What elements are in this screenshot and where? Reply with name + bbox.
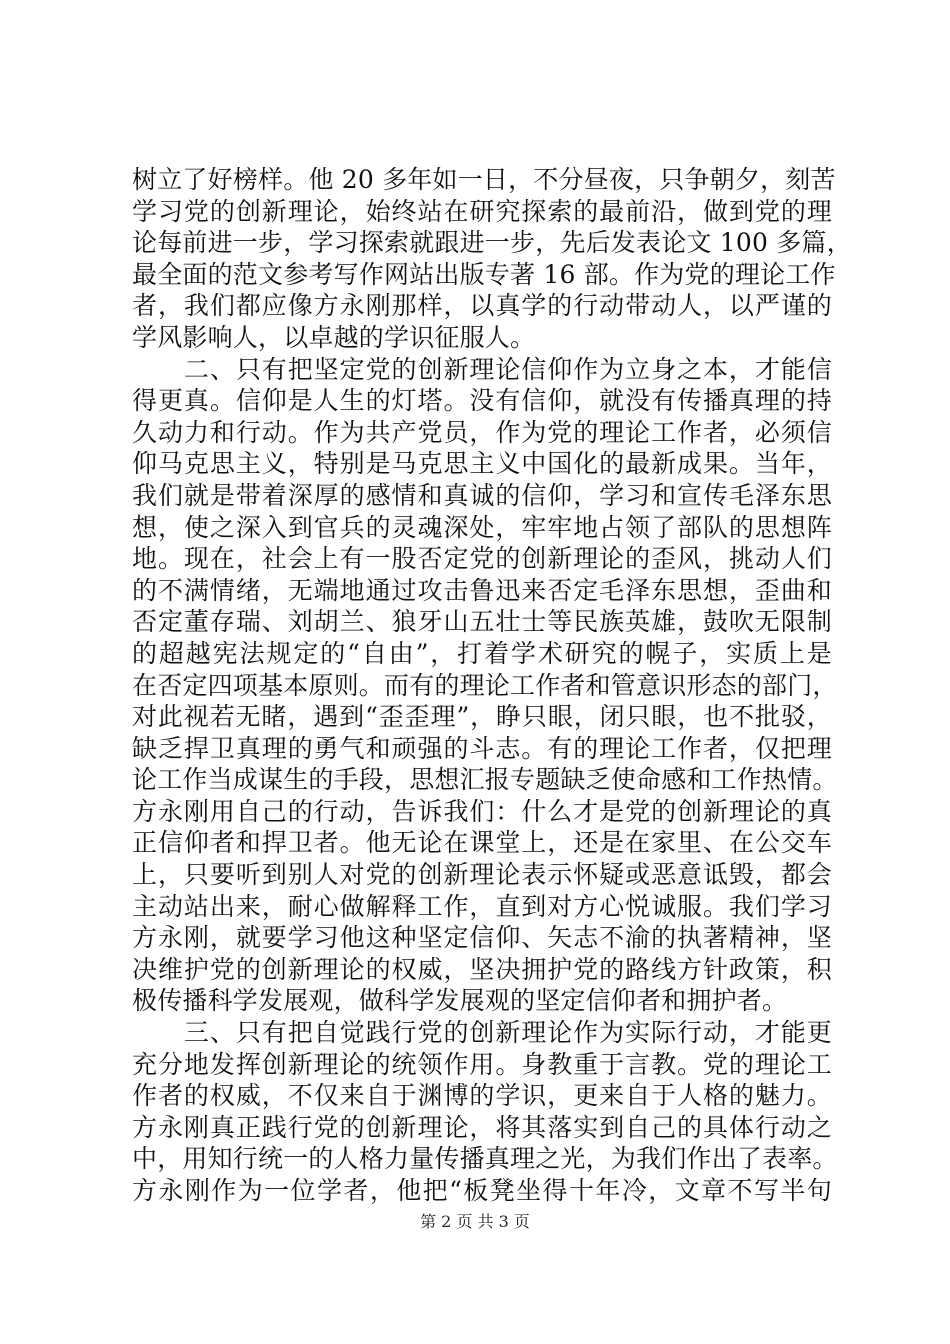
text-line: 极传播科学发展观，做科学发展观的坚定信仰者和拥护者。 [132,986,788,1016]
text-line: 地。现在，社会上有一股否定党的创新理论的歪风，挑动人们 [132,544,832,574]
text-line: 想，使之深入到官兵的灵魂深处，牢牢地占领了部队的思想阵 [132,512,832,542]
text-line: 正信仰者和捍卫者。他无论在课堂上，还是在家里、在公交车 [132,828,832,858]
text-line: 中，用知行统一的人格力量传播真理之光，为我们作出了表率。 [132,1144,838,1174]
text-line: 学习党的创新理论，始终站在研究探索的最前沿，做到党的理 [132,196,832,226]
text-line: 论工作当成谋生的手段，思想汇报专题缺乏使命感和工作热情。 [132,765,838,795]
text-line: 充分地发挥创新理论的统领作用。身教重于言教。党的理论工 [132,1049,832,1079]
text-line: 方永刚用自己的行动，告诉我们：什么才是党的创新理论的真 [132,796,832,826]
text-line: 的超越宪法规定的“自由”，打着学术研究的幌子，实质上是 [132,638,832,668]
text-line: 主动站出来，耐心做解释工作，直到对方心悦诚服。我们学习 [132,891,832,921]
text-line: 久动力和行动。作为共产党员，作为党的理论工作者，必须信 [132,417,832,447]
text-line: 仰马克思主义，特别是马克思主义中国化的最新成果。当年， [132,449,832,479]
document-body [132,164,852,1207]
text-line: 的不满情绪，无端地通过攻击鲁迅来否定毛泽东思想，歪曲和 [132,575,832,605]
page-number-footer: 第 2 页 共 3 页 [420,1212,530,1231]
text-line: 对此视若无睹，遇到“歪歪理”，睁只眼，闭只眼，也不批驳， [132,702,832,732]
text-line: 上，只要听到别人对党的创新理论表示怀疑或恶意诋毁，都会 [132,860,832,890]
text-line: 否定董存瑞、刘胡兰、狼牙山五壮士等民族英雄，鼓吹无限制 [132,607,832,637]
text-line: 者，我们都应像方永刚那样，以真学的行动带动人，以严谨的 [132,291,832,321]
text-line: 在否定四项基本原则。而有的理论工作者和管意识形态的部门， [132,670,838,700]
text-line: 论每前进一步，学习探索就跟进一步，先后发表论文 100 多篇， [132,228,852,258]
text-line: 学风影响人，以卓越的学识征服人。 [132,322,536,352]
text-line: 方永刚，就要学习他这种坚定信仰、矢志不渝的执著精神，坚 [132,923,832,953]
text-line: 得更真。信仰是人生的灯塔。没有信仰，就没有传播真理的持 [132,386,832,416]
text-line: 三、只有把自觉践行党的创新理论作为实际行动，才能更 [132,1018,832,1048]
text-line: 树立了好榜样。他 20 多年如一日，不分昼夜，只争朝夕，刻苦 [132,165,836,194]
text-line: 方永刚作为一位学者，他把“板凳坐得十年冷，文章不写半句 [132,1176,832,1205]
text-line: 我们就是带着深厚的感情和真诚的信仰，学习和宣传毛泽东思 [132,480,832,510]
text-line: 缺乏捍卫真理的勇气和顽强的斗志。有的理论工作者，仅把理 [132,733,832,763]
text-line: 作者的权威，不仅来自于渊博的学识，更来自于人格的魅力。 [132,1081,832,1111]
text-line: 方永刚真正践行党的创新理论，将其落实到自己的具体行动之 [132,1112,832,1142]
text-line: 最全面的范文参考写作网站出版专著 16 部。作为党的理论工作 [132,259,836,289]
text-line: 二、只有把坚定党的创新理论信仰作为立身之本，才能信 [132,354,832,384]
text-line: 决维护党的创新理论的权威，坚决拥护党的路线方针政策，积 [132,954,832,984]
